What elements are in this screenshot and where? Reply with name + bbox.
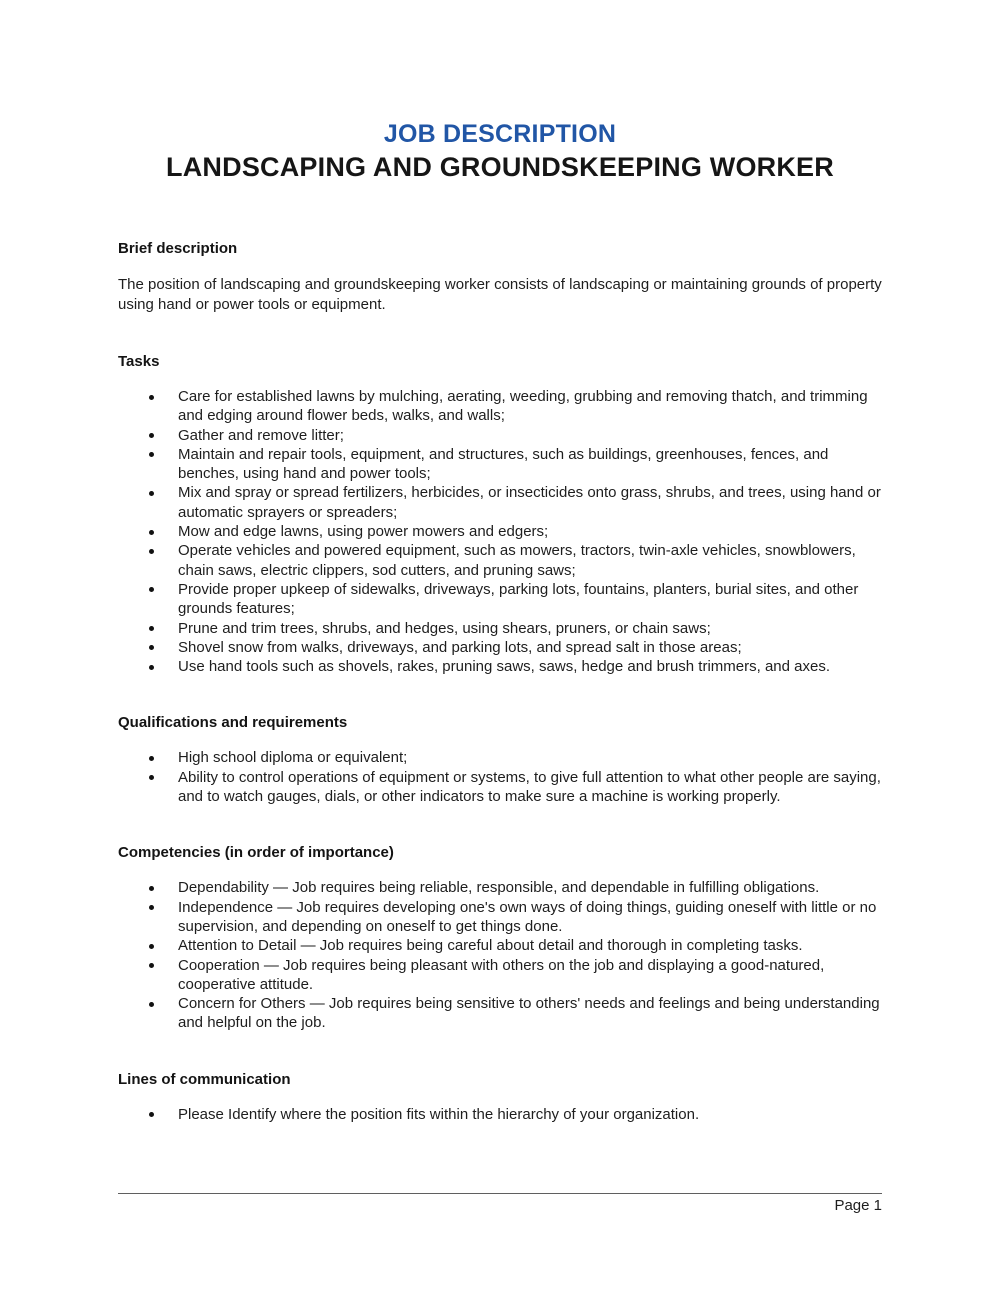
- section-heading: Lines of communication: [118, 1070, 291, 1088]
- bullet-item: Ability to control operations of equipment or systems, to give full attention to what other people are saying, and to watch gauges, dials, or other indicators to make sure a machine is working properly.: [178, 768, 881, 806]
- bullet-item: Gather and remove litter;: [178, 426, 882, 445]
- bullet-item: Shovel snow from walks, driveways, and parking lots, and spread salt in those areas;: [178, 638, 882, 657]
- bullet-item: Concern for Others — Job requires being sensitive to others' needs and feelings and being understanding and helpful on the job.: [178, 994, 882, 1033]
- bullet-item: Mow and edge lawns, using power mowers and edgers;: [178, 522, 882, 541]
- bullet-item: Dependability — Job requires being reliable, responsible, and dependable in fulfilling obligations.: [178, 878, 882, 897]
- page-footer: [118, 1193, 882, 1214]
- bullet-item: Independence — Job requires developing one's own ways of doing things, guiding oneself with little or no supervision, and depending on oneself to get things done.: [178, 898, 882, 937]
- section-heading: Qualifications and requirements: [118, 714, 348, 732]
- section-qualifications: [118, 713, 882, 806]
- section-competencies: [118, 843, 882, 1032]
- bullet-item: High school diploma or equivalent;: [178, 748, 882, 767]
- qualifications-bullet-list: [118, 748, 882, 806]
- section-brief-description: [118, 239, 882, 315]
- bullet-item: Provide proper upkeep of sidewalks, driveways, parking lots, fountains, planters, burial sites, and other grounds features;: [178, 580, 882, 619]
- section-paragraph: The position of landscaping and groundskeeping worker consists of landscaping or maintaining grounds of property using hand or power tools or equipment.: [118, 276, 882, 313]
- bullet-item: Attention to Detail — Job requires being careful about detail and thorough in completing tasks.: [178, 936, 882, 955]
- lines-of-communication-bullet-list: [118, 1105, 882, 1124]
- section-lines-of-communication: [118, 1070, 882, 1124]
- bullet-item: Care for established lawns by mulching, aerating, weeding, grubbing and removing thatch, and trimming and edging around flower beds, walks, and walls;: [178, 387, 882, 426]
- competencies-bullet-list: [118, 878, 882, 1032]
- bullet-item: Cooperation — Job requires being pleasant with others on the job and displaying a good-natured, cooperative attitude.: [178, 956, 882, 995]
- title-block: [118, 118, 882, 184]
- section-heading: Competencies (in order of importance): [118, 844, 394, 862]
- bullet-item: Operate vehicles and powered equipment, such as mowers, tractors, twin-axle vehicles, snowblowers, chain saws, electric clippers, sod cutters, and pruning saws;: [178, 541, 882, 580]
- bullet-item: Mix and spray or spread fertilizers, herbicides, or insecticides onto grass, shrubs, and trees, using hand or automatic sprayers or spreaders;: [178, 484, 881, 521]
- bullet-item: Use hand tools such as shovels, rakes, pruning saws, saws, hedge and brush trimmers, and axes.: [178, 657, 882, 676]
- bullet-item: Maintain and repair tools, equipment, and structures, such as buildings, greenhouses, fences, and benches, using hand and power tools;: [178, 445, 882, 484]
- document-subtitle: LANDSCAPING AND GROUNDSKEEPING WORKER: [166, 152, 834, 182]
- bullet-item: Please Identify where the position fits within the hierarchy of your organization.: [178, 1105, 882, 1124]
- document-content: [0, 118, 1000, 1124]
- tasks-bullet-list: [118, 387, 882, 676]
- document-title: JOB DESCRIPTION: [383, 120, 617, 148]
- bullet-item: Prune and trim trees, shrubs, and hedges, using shears, pruners, or chain saws;: [178, 619, 882, 638]
- page-number: Page 1: [834, 1197, 882, 1214]
- section-tasks: [118, 352, 882, 676]
- section-heading: Brief description: [118, 240, 238, 257]
- section-heading: Tasks: [118, 353, 160, 370]
